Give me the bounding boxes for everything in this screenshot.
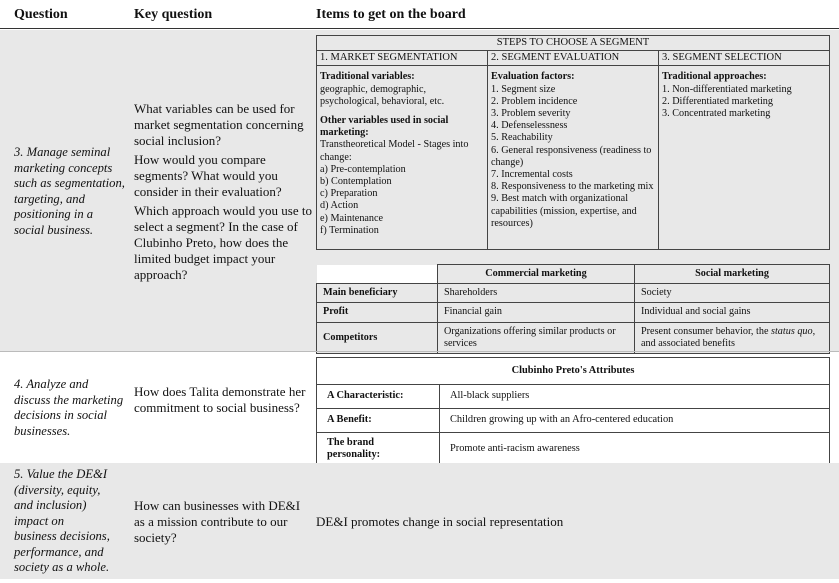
question-5: 5. Value the DE&I (diversity, equity, and inclusion) impact on business decisions, performance, and society as a whole.: [14, 467, 110, 574]
table-header: [0, 0, 839, 29]
table-row: Competitors Organizations offering similar products or services Present consumer behavior, the status quo, and associated benefits: [317, 322, 830, 353]
segment-steps-table: [316, 35, 830, 250]
question-4: 4. Analyze and discuss the marketing decisions in social businesses.: [14, 377, 124, 438]
row-divider: [0, 351, 839, 352]
key-question-5: How can businesses with DE&I as a mission contribute to our society?: [134, 498, 301, 545]
key-question-4: How does Talita demonstrate her commitment to social business?: [134, 384, 306, 415]
table-row: The brand personality: Promote anti-racism awareness: [317, 433, 830, 466]
table-row: A Benefit: Children growing up with an Afro-centered education: [317, 409, 830, 433]
header-items: Items to get on the board: [316, 7, 466, 22]
table-row: Profit Financial gain Individual and social gains: [317, 303, 830, 322]
blank-cell: [317, 265, 438, 284]
table-row: Main beneficiary Shareholders Society: [317, 284, 830, 303]
head-commercial: Commercial marketing: [438, 265, 635, 284]
table-row: A Characteristic: All-black suppliers: [317, 385, 830, 409]
marketing-comparison-table: [316, 264, 830, 354]
key-question-3: What variables can be used for market segmentation concerning social inclusion? How would you compare segments? What would you consider in their evaluation? Which approach would you use to select a segment? In the case of Clubinho Preto, how does the limited budget impact your approach?: [134, 101, 312, 282]
header-question: Question: [14, 7, 68, 22]
attributes-title: Clubinho Preto's Attributes: [317, 358, 830, 385]
brand-attributes-table: [316, 357, 830, 466]
segmentation-cell: Traditional variables: geographic, demographic, psychological, behavioral, etc. Other variables used in social marketing: Transtheoretical Model - Stages into change: a) Pre-contemplation b) Contemplation c) Preparation d) Action e) Maintenance f) Termination: [317, 66, 488, 250]
steps-header-evaluation: 2. SEGMENT EVALUATION: [488, 51, 659, 66]
steps-title: STEPS TO CHOOSE A SEGMENT: [317, 36, 830, 51]
board-item-5: DE&I promotes change in social representation: [316, 514, 564, 529]
header-key-question: Key question: [134, 7, 213, 22]
steps-header-selection: 3. SEGMENT SELECTION: [659, 51, 830, 66]
head-social: Social marketing: [635, 265, 830, 284]
steps-header-segmentation: 1. MARKET SEGMENTATION: [317, 51, 488, 66]
question-3: 3. Manage seminal marketing concepts such as segmentation, targeting, and positioning in a social business.: [14, 145, 125, 237]
evaluation-cell: Evaluation factors: 1. Segment size 2. Problem incidence 3. Problem severity 4. Defenselessness 5. Reachability 6. General responsiveness (readiness to change) 7. Incremental costs 8. Responsiveness to the marketing mix 9. Best match with organizational capabilities (mission, expertise, and resources): [488, 66, 659, 250]
selection-cell: Traditional approaches: 1. Non-differentiated marketing 2. Differentiated marketing 3. Concentrated marketing: [659, 66, 830, 250]
